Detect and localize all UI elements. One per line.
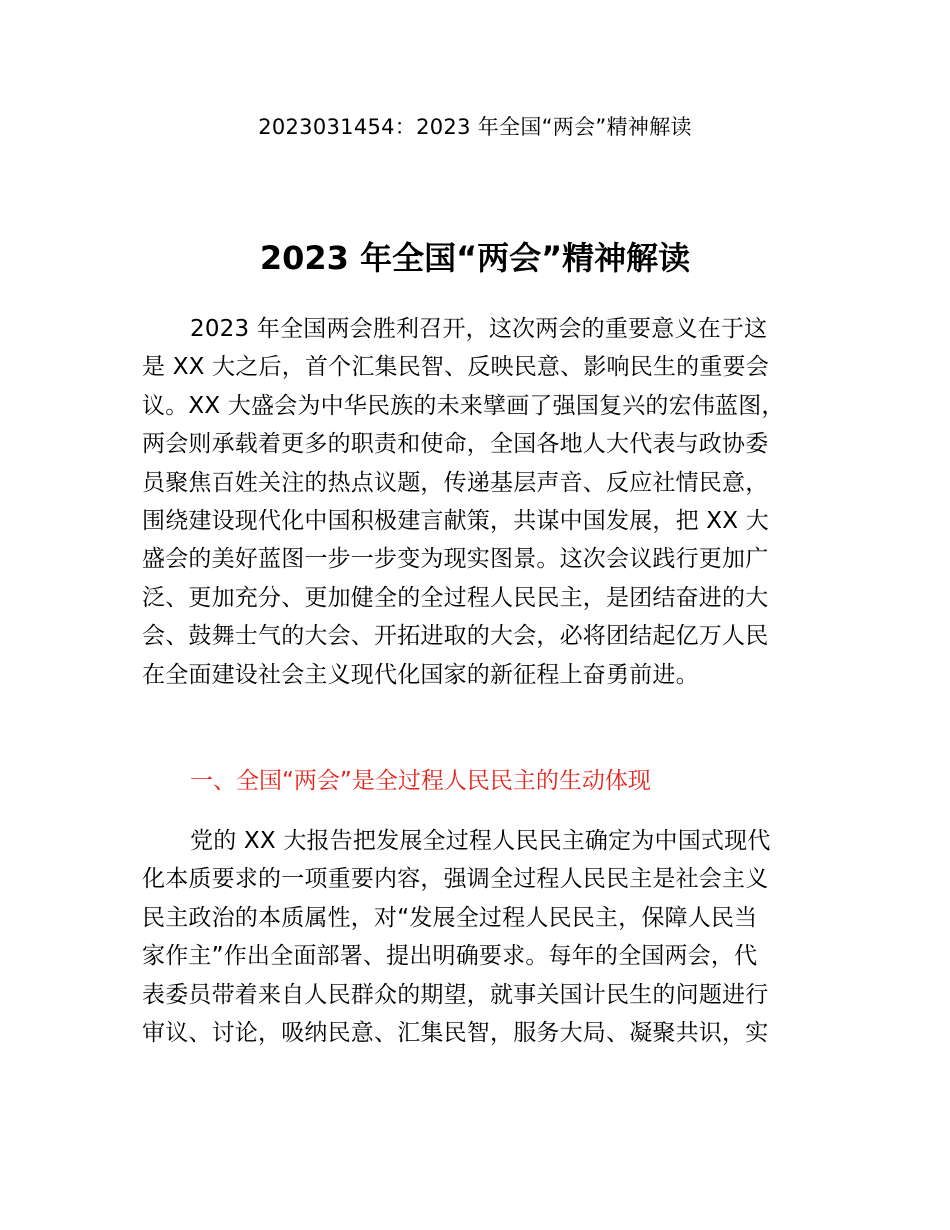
paragraph-line: 2023 年全国两会胜利召开，这次两会的重要意义在于这 [190,316,768,342]
paragraph-intro [142,310,812,694]
paragraph-line: 党的 XX 大报告把发展全过程人民民主确定为中国式现代 [190,828,771,854]
paragraph-line: 民主政治的本质属性，对“发展全过程人民民主，保障人民当 [142,904,758,931]
paragraph-line: 盛会的美好蓝图一步一步变为现实图景。这次会议践行更加广 [142,546,769,573]
section-heading: 一、全国“两会”是全过程人民民主的生动体现 [190,768,651,794]
paragraph-line: 泛、更加充分、更加健全的全过程人民民主，是团结奋进的大 [142,584,769,611]
paragraph-line: 员聚焦百姓关注的热点议题，传递基层声音、反应社情民意， [142,469,769,496]
paragraph-line: 议。XX 大盛会为中华民族的未来擘画了强国复兴的宏伟蓝图， [142,392,785,419]
paragraph-line: 围绕建设现代化中国积极建言献策，共谋中国发展，把 XX 大 [142,507,769,534]
paragraph-line: 家作主”作出全面部署、提出明确要求。每年的全国两会，代 [142,943,758,970]
document-title: 2023 年全国“两会”精神解读 [259,239,691,277]
paragraph-line: 在全面建设社会主义现代化国家的新征程上奋勇前进。 [142,661,699,688]
paragraph-section1 [142,822,812,1052]
paragraph-line: 两会则承载着更多的职责和使命，全国各地人大代表与政协委 [142,431,769,458]
paragraph-line: 是 XX 大之后，首个汇集民智、反映民意、影响民生的重要会 [142,354,769,381]
paragraph-line: 审议、讨论，吸纳民意、汇集民智，服务大局、凝聚共识，实 [142,1019,769,1046]
paragraph-line: 化本质要求的一项重要内容，强调全过程人民民主是社会主义 [142,866,769,893]
paragraph-line: 表委员带着来自人民群众的期望，就事关国计民生的问题进行 [142,981,769,1008]
paragraph-line: 会、鼓舞士气的大会、开拓进取的大会，必将团结起亿万人民 [142,623,769,650]
document-header: 2023031454：2023 年全国“两会”精神解读 [258,115,692,139]
